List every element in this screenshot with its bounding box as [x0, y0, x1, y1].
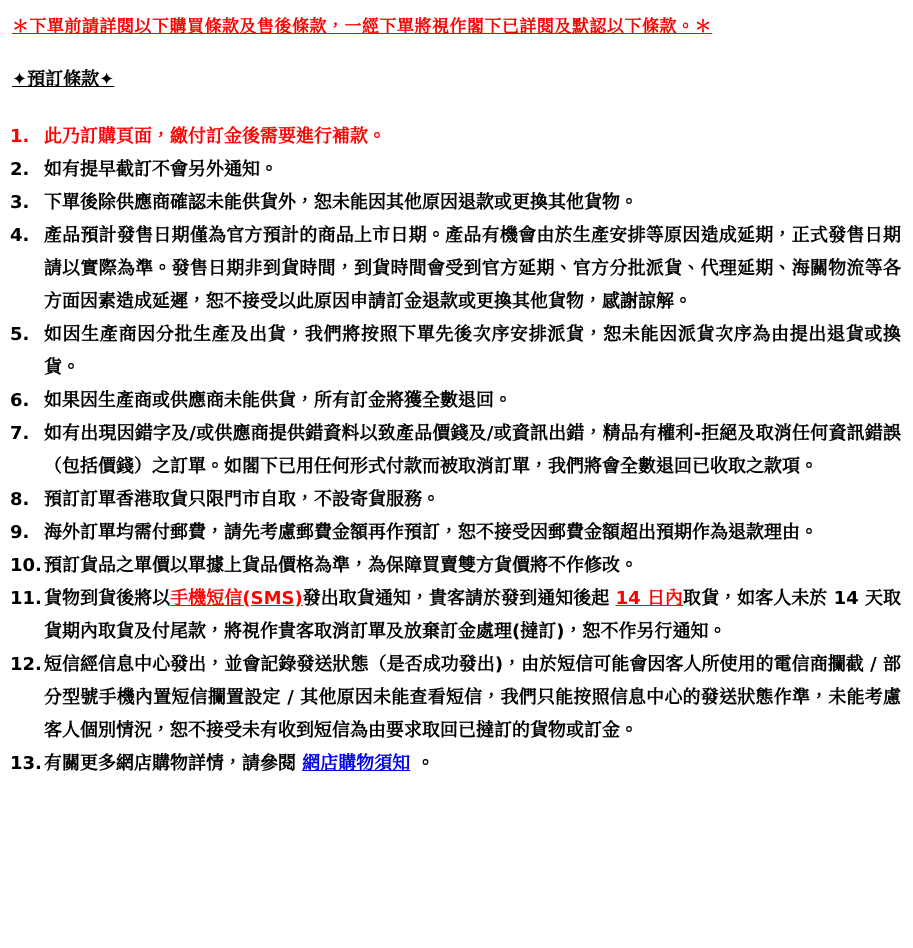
- term-segment: 如有提早截訂不會另外通知。: [44, 159, 278, 180]
- term-item: [10, 747, 901, 780]
- term-text: [44, 582, 901, 648]
- term-text: [44, 318, 901, 384]
- preorder-terms-section-title: ✦預訂條款✦: [12, 69, 115, 90]
- term-text: [44, 186, 901, 219]
- term-segment: 如果因生產商或供應商未能供貨，所有訂金將獲全數退回。: [44, 390, 512, 411]
- purchase-terms-header: ＊下單前請詳閱以下購買條款及售後條款，一經下單將視作閣下已詳閱及默認以下條款。＊: [12, 17, 712, 37]
- term-segment: 發出取貨通知，貴客請於發到通知後起: [302, 588, 616, 609]
- term-segment: 下單後除供應商確認未能供貨外，恕未能因其他原因退款或更換其他貨物。: [44, 192, 638, 213]
- term-text: [44, 384, 901, 417]
- term-segment: 如因生產商因分批生產及出貨，我們將按照下單先後次序安排派貨，恕未能因派貨次序為由提出退貨或換貨。: [44, 324, 901, 378]
- terms-list: [10, 120, 901, 780]
- term-number: 12.: [10, 654, 42, 675]
- term-number: 1.: [10, 126, 30, 147]
- term-number: 9.: [10, 522, 30, 543]
- term-segment: 如有出現因錯字及/或供應商提供錯資料以致產品價錢及/或資訊出錯，精品有權利-拒絕及取消任何資訊錯誤（包括價錢）之訂單。如閣下已用任何形式付款而被取消訂單，我們將會全數退回已收取之款項。: [44, 423, 901, 477]
- shop-guide-link[interactable]: 網店購物須知: [302, 753, 411, 774]
- term-number: 11.: [10, 588, 42, 609]
- term-item: [10, 516, 901, 549]
- term-text: [44, 648, 901, 747]
- term-item: [10, 120, 901, 153]
- term-text: [44, 153, 901, 186]
- term-text: [44, 219, 901, 318]
- term-text: [44, 120, 901, 153]
- term-number: 13.: [10, 753, 42, 774]
- term-segment: 有關更多網店購物詳情，請參閱: [44, 753, 303, 774]
- term-item: [10, 384, 901, 417]
- term-segment: 海外訂單均需付郵費，請先考慮郵費金額再作預訂，恕不接受因郵費金額超出預期作為退款理由。: [44, 522, 818, 543]
- term-item: [10, 648, 901, 747]
- term-number: 6.: [10, 390, 30, 411]
- term-segment-red-underline: 手機短信(SMS): [170, 588, 303, 609]
- term-segment: 預訂訂單香港取貨只限門市自取，不設寄貨服務。: [44, 489, 440, 510]
- term-text: [44, 516, 901, 549]
- term-item: [10, 153, 901, 186]
- term-number: 7.: [10, 423, 30, 444]
- term-text: [44, 549, 901, 582]
- term-segment: 貨物到貨後將以: [44, 588, 171, 609]
- term-item: [10, 483, 901, 516]
- term-item: [10, 219, 901, 318]
- term-segment: 短信經信息中心發出，並會記錄發送狀態（是否成功發出)，由於短信可能會因客人所使用的電信商攔截 / 部分型號手機內置短信攔置設定 / 其他原因未能查看短信，我們只能按照信息中心的發送狀態作準，未能考慮客人個別情況，恕不接受未有收到短信為由要求取回已撻訂的貨物或訂金。: [44, 654, 901, 741]
- term-number: 8.: [10, 489, 30, 510]
- term-segment-red: 此乃訂購頁面，繳付訂金後需要進行補款。: [44, 126, 386, 147]
- term-text: [44, 483, 901, 516]
- term-segment: 產品預計發售日期僅為官方預計的商品上市日期。產品有機會由於生產安排等原因造成延期，正式發售日期請以實際為準。發售日期非到貨時間，到貨時間會受到官方延期、官方分批派貨、代理延期、海關物流等各方面因素造成延遲，恕不接受以此原因申請訂金退款或更換其他貨物，感謝諒解。: [44, 225, 901, 312]
- term-item: [10, 582, 901, 648]
- term-text: [44, 747, 901, 780]
- term-segment: 預訂貨品之單價以單據上貨品價格為準，為保障買賣雙方貨價將不作修改。: [44, 555, 638, 576]
- term-number: 2.: [10, 159, 30, 180]
- term-number: 5.: [10, 324, 30, 345]
- term-segment: 取貨，如客人未於 14 天取貨期內取貨及付尾款，將視作貴客取消訂單及放棄訂金處理(撻訂)，恕不作另行通知。: [44, 588, 901, 642]
- term-item: [10, 417, 901, 483]
- term-item: [10, 318, 901, 384]
- term-number: 4.: [10, 225, 30, 246]
- term-segment-red-underline: 14 日內: [615, 588, 684, 609]
- term-item: [10, 186, 901, 219]
- term-number: 3.: [10, 192, 30, 213]
- term-item: [10, 549, 901, 582]
- term-text: [44, 417, 901, 483]
- term-segment: 。: [410, 753, 435, 774]
- term-number: 10.: [10, 555, 42, 576]
